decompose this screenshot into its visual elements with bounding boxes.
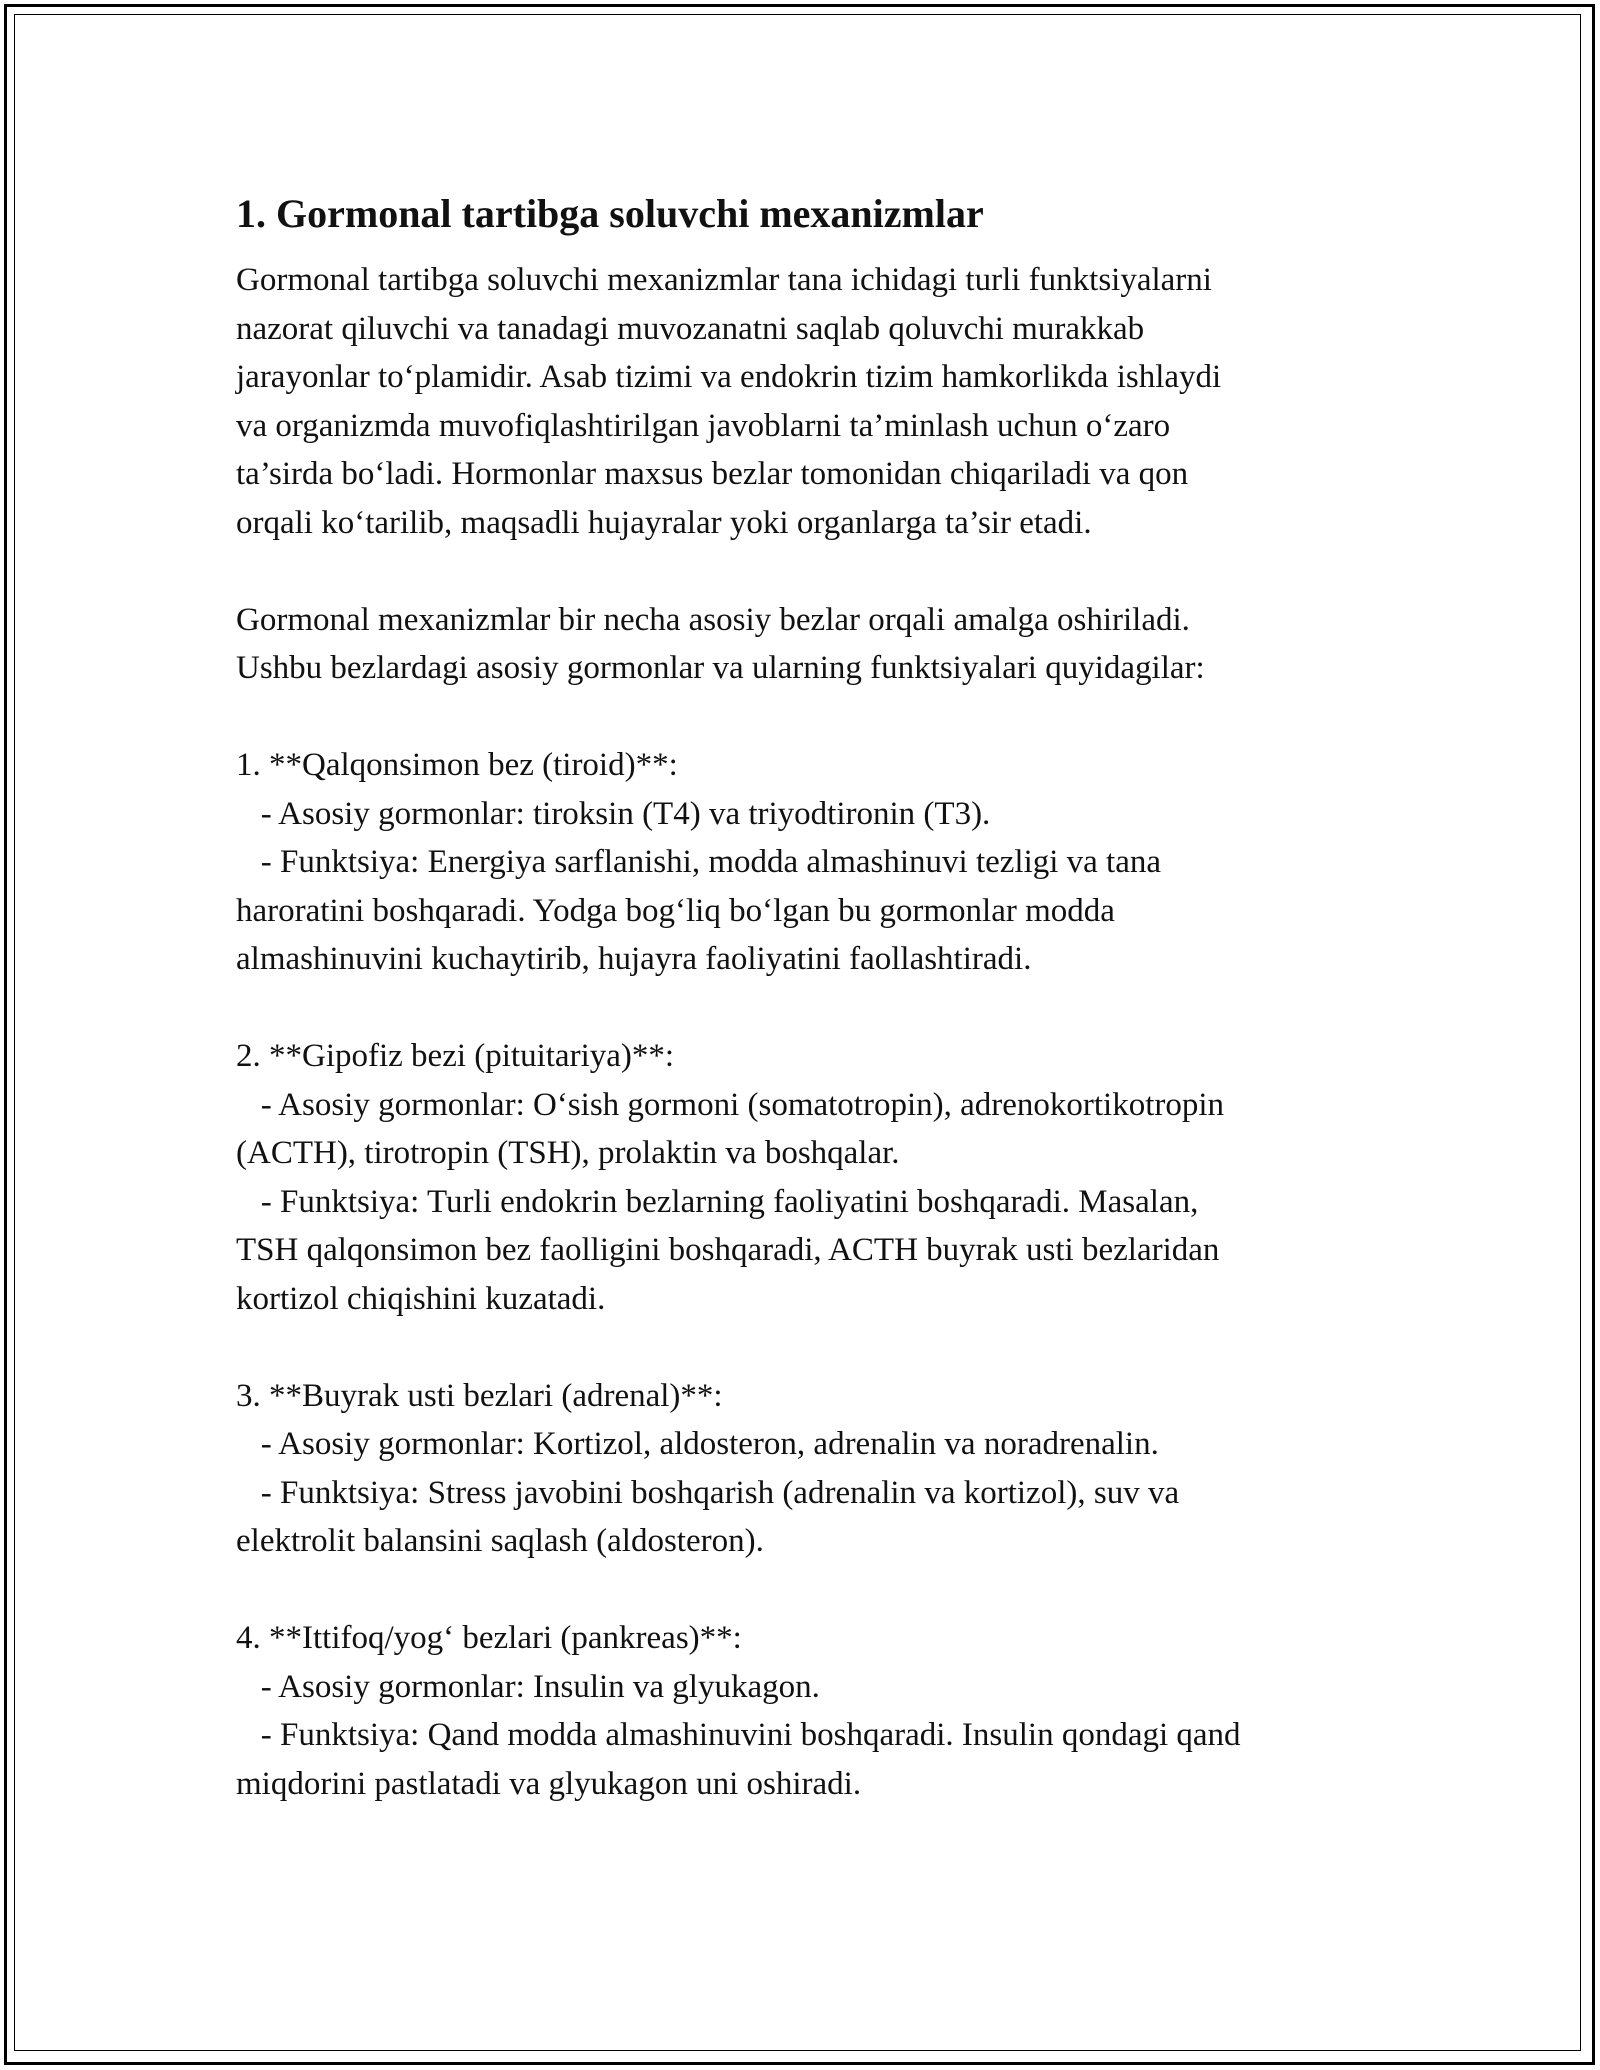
section-heading: 1. Gormonal tartibga soluvchi mexanizmlar xyxy=(236,191,984,236)
text-line: kortizol chiqishini kuzatadi. xyxy=(236,1280,606,1317)
document-page xyxy=(236,188,1366,1808)
gland-item-pancreas xyxy=(236,1614,1366,1808)
text-line: elektrolit balansini saqlash (aldosteron). xyxy=(236,1523,764,1559)
text-line: (ACTH), tirotropin (TSH), prolaktin va boshqalar. xyxy=(236,1135,900,1171)
gland-item-pituitary xyxy=(236,1032,1366,1323)
text-line: Gormonal tartibga soluvchi mexanizmlar tana ichidagi turli funktsiyalarni xyxy=(236,262,1212,298)
text-line: - Asosiy gormonlar: tiroksin (T4) va triyodtironin (T3). xyxy=(236,795,991,832)
paragraph-gap xyxy=(236,984,1366,1033)
text-line: haroratini boshqaradi. Yodga bog‘liq bo‘lgan bu gormonlar modda xyxy=(236,892,1115,929)
gland-title: 1. **Qalqonsimon bez (tiroid)**: xyxy=(236,747,678,783)
text-line: Gormonal mexanizmlar bir necha asosiy bezlar orqali amalga oshiriladi. xyxy=(236,601,1190,638)
text-line: - Asosiy gormonlar: O‘sish gormoni (somatotropin), adrenokortikotropin xyxy=(236,1086,1225,1123)
text-line: - Funktsiya: Turli endokrin bezlarning faoliyatini boshqaradi. Masalan, xyxy=(236,1183,1199,1220)
gland-title: 4. **Ittifoq/yog‘ bezlari (pankreas)**: xyxy=(236,1620,742,1656)
paragraph-gap xyxy=(236,693,1366,742)
gland-item-adrenal xyxy=(236,1372,1366,1566)
overview-paragraph xyxy=(236,596,1366,693)
text-line: almashinuvini kuchaytirib, hujayra faoliyatini faollashtiradi. xyxy=(236,941,1032,977)
text-line: orqali ko‘tarilib, maqsadli hujayralar yoki organlarga ta’sir etadi. xyxy=(236,504,1092,541)
text-line: - Asosiy gormonlar: Insulin va glyukagon. xyxy=(236,1668,820,1705)
text-line: miqdorini pastlatadi va glyukagon uni oshiradi. xyxy=(236,1765,862,1802)
text-line: nazorat qiluvchi va tanadagi muvozanatni saqlab qoluvchi murakkab xyxy=(236,310,1145,347)
text-line: - Funktsiya: Energiya sarflanishi, modda almashinuvi tezligi va tana xyxy=(236,844,1162,880)
text-line: - Funktsiya: Stress javobini boshqarish (adrenalin va kortizol), suv va xyxy=(236,1474,1180,1511)
text-line: ta’sirda bo‘ladi. Hormonlar maxsus bezlar tomonidan chiqariladi va qon xyxy=(236,456,1189,492)
text-line: Ushbu bezlardagi asosiy gormonlar va ularning funktsiyalari quyidagilar: xyxy=(236,650,1205,686)
text-line: - Funktsiya: Qand modda almashinuvini boshqaradi. Insulin qondagi qand xyxy=(236,1717,1241,1753)
paragraph-gap xyxy=(236,547,1366,596)
text-line: - Asosiy gormonlar: Kortizol, aldosteron, adrenalin va noradrenalin. xyxy=(236,1426,1159,1462)
gland-title: 2. **Gipofiz bezi (pituitariya)**: xyxy=(236,1038,675,1074)
paragraph-gap xyxy=(236,1323,1366,1372)
paragraph-gap xyxy=(236,1566,1366,1615)
text-line: TSH qalqonsimon bez faolligini boshqaradi, ACTH buyrak usti bezlaridan xyxy=(236,1232,1220,1268)
text-line: va organizmda muvofiqlashtirilgan javoblarni ta’minlash uchun o‘zaro xyxy=(236,407,1171,444)
intro-paragraph xyxy=(236,256,1366,547)
text-line: jarayonlar to‘plamidir. Asab tizimi va endokrin tizim hamkorlikda ishlaydi xyxy=(236,359,1222,395)
gland-title: 3. **Buyrak usti bezlari (adrenal)**: xyxy=(236,1377,723,1414)
gland-item-thyroid xyxy=(236,741,1366,984)
